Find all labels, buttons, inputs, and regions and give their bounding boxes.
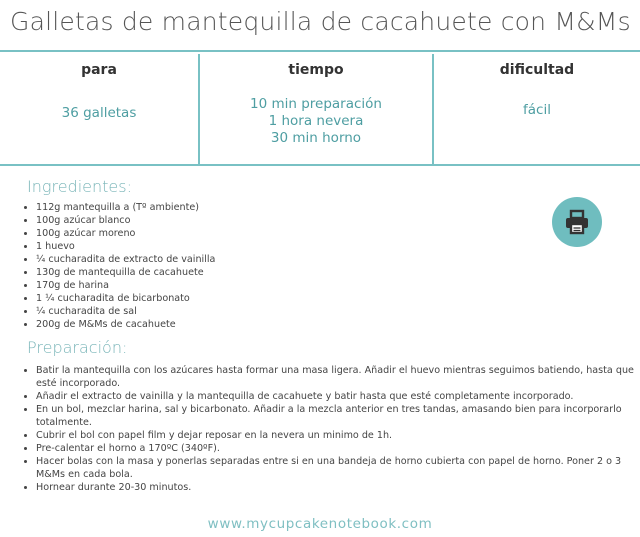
ingredient-item: • 130g de mantequilla de cacahuete bbox=[36, 266, 356, 279]
step-item: • Pre-calentar el horno a 170ºC (340ºF). bbox=[36, 442, 636, 455]
ingredient-item: • 112g mantequilla a (Tº ambiente) bbox=[36, 201, 356, 214]
ingredient-item: • 1 huevo bbox=[36, 240, 356, 253]
ingredient-item: • 100g azúcar moreno bbox=[36, 227, 356, 240]
info-para bbox=[0, 52, 198, 162]
ingredients-heading: Ingredientes: bbox=[27, 177, 132, 196]
ingredient-item: • ¼ cucharadita de sal bbox=[36, 305, 356, 318]
tiempo-line: 1 hora nevera bbox=[268, 113, 364, 129]
ingredient-item: • 170g de harina bbox=[36, 279, 356, 292]
step-item: • Cubrir el bol con papel film y dejar reposar en la nevera un minimo de 1h. bbox=[36, 429, 636, 442]
dificultad-label: dificultad bbox=[499, 62, 575, 78]
step-item: • Añadir el extracto de vainilla y la mantequilla de cacahuete y batir hasta que esté completamente incorporado. bbox=[36, 390, 636, 403]
step-item: • Batir la mantequilla con los azúcares hasta formar una masa ligera. Añadir el huevo mientras seguimos batiendo, hasta que esté incorporado. bbox=[36, 364, 636, 390]
ingredients-list bbox=[16, 201, 356, 331]
step-item: • Hacer bolas con la masa y ponerlas separadas entre si en una bandeja de horno cubierta con papel de horno. Poner 2 o 3 M&Ms en cada bola. bbox=[36, 455, 636, 481]
print-button[interactable] bbox=[552, 197, 602, 247]
tiempo-label: tiempo bbox=[288, 62, 344, 78]
tiempo-line: 10 min preparación bbox=[249, 96, 382, 112]
tiempo-line: 30 min horno bbox=[270, 130, 362, 146]
ingredient-item: • 1 ¼ cucharadita de bicarbonato bbox=[36, 292, 356, 305]
ingredient-item: • ¼ cucharadita de extracto de vainilla bbox=[36, 253, 356, 266]
ingredient-item: • 100g azúcar blanco bbox=[36, 214, 356, 227]
recipe-title: Galletas de mantequilla de cacahuete con M&Ms bbox=[10, 7, 631, 36]
step-item: • Hornear durante 20-30 minutos. bbox=[36, 481, 636, 494]
para-label: para bbox=[81, 62, 117, 78]
printer-icon bbox=[564, 209, 590, 235]
info-bottom-divider bbox=[0, 164, 640, 166]
step-item: • En un bol, mezclar harina, sal y bicarbonato. Añadir a la mezcla anterior en tres tandas, amasando bien para incorporarlo totalmente. bbox=[36, 403, 636, 429]
info-dificultad bbox=[434, 52, 640, 162]
ingredient-item: • 200g de M&Ms de cacahuete bbox=[36, 318, 356, 331]
preparation-heading: Preparación: bbox=[27, 338, 128, 357]
website-link[interactable]: www.mycupcakenotebook.com bbox=[207, 516, 433, 532]
dificultad-value: fácil bbox=[523, 102, 551, 118]
para-value: 36 galletas bbox=[61, 105, 137, 121]
info-tiempo bbox=[200, 52, 432, 162]
preparation-steps bbox=[16, 364, 636, 494]
